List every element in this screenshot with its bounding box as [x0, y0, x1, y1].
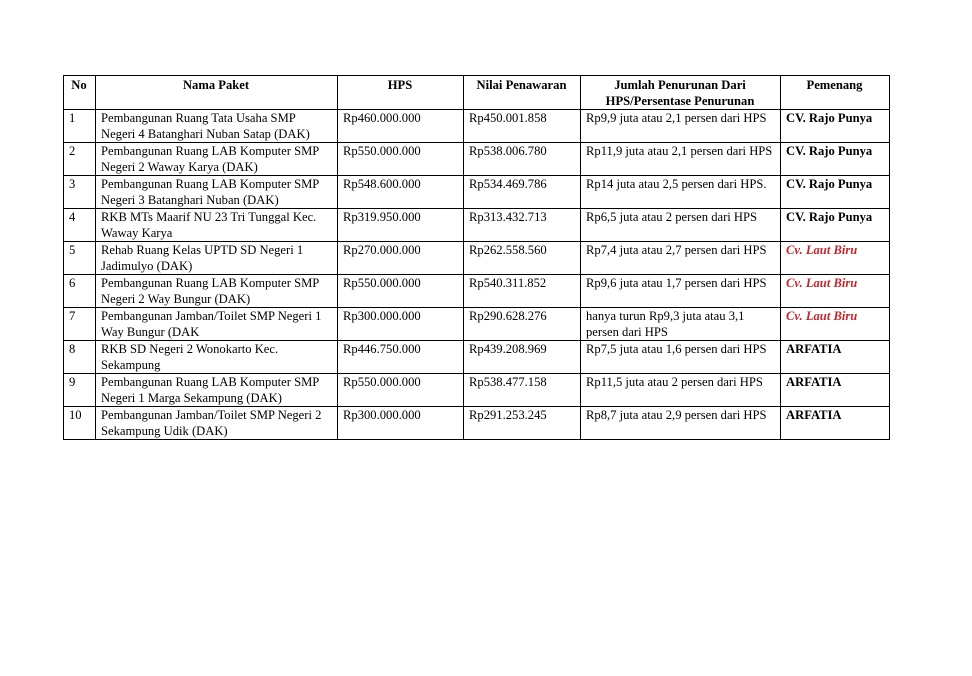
cell-hps: Rp548.600.000 [338, 176, 464, 209]
cell-hps: Rp300.000.000 [338, 308, 464, 341]
cell-no: 4 [64, 209, 96, 242]
cell-pemenang: CV. Rajo Punya [781, 110, 890, 143]
cell-pemenang: Cv. Laut Biru [781, 308, 890, 341]
cell-nilai-penawaran: Rp313.432.713 [464, 209, 581, 242]
table-row [64, 275, 890, 308]
header-jumlah-penurunan: Jumlah Penurunan Dari HPS/Persentase Penurunan [581, 76, 781, 110]
header-hps: HPS [338, 76, 464, 110]
cell-no: 3 [64, 176, 96, 209]
cell-no: 9 [64, 374, 96, 407]
cell-nilai-penawaran: Rp450.001.858 [464, 110, 581, 143]
table-row [64, 176, 890, 209]
cell-pemenang: ARFATIA [781, 407, 890, 440]
cell-nama-paket: Pembangunan Jamban/Toilet SMP Negeri 1 Way Bungur (DAK [96, 308, 338, 341]
cell-nilai-penawaran: Rp538.477.158 [464, 374, 581, 407]
table-row [64, 407, 890, 440]
tender-results-table [63, 75, 890, 440]
cell-no: 6 [64, 275, 96, 308]
cell-jumlah-penurunan: Rp7,4 juta atau 2,7 persen dari HPS [581, 242, 781, 275]
table-header-row [64, 76, 890, 110]
cell-nilai-penawaran: Rp262.558.560 [464, 242, 581, 275]
cell-no: 7 [64, 308, 96, 341]
cell-pemenang: ARFATIA [781, 374, 890, 407]
cell-pemenang: CV. Rajo Punya [781, 143, 890, 176]
cell-nilai-penawaran: Rp439.208.969 [464, 341, 581, 374]
cell-no: 5 [64, 242, 96, 275]
table-row [64, 209, 890, 242]
cell-nilai-penawaran: Rp290.628.276 [464, 308, 581, 341]
cell-pemenang: Cv. Laut Biru [781, 242, 890, 275]
cell-jumlah-penurunan: Rp7,5 juta atau 1,6 persen dari HPS [581, 341, 781, 374]
cell-hps: Rp270.000.000 [338, 242, 464, 275]
cell-hps: Rp550.000.000 [338, 275, 464, 308]
cell-no: 1 [64, 110, 96, 143]
cell-pemenang: CV. Rajo Punya [781, 176, 890, 209]
cell-no: 2 [64, 143, 96, 176]
cell-jumlah-penurunan: Rp6,5 juta atau 2 persen dari HPS [581, 209, 781, 242]
table-row [64, 341, 890, 374]
cell-nama-paket: Pembangunan Ruang LAB Komputer SMP Negeri 2 Way Bungur (DAK) [96, 275, 338, 308]
cell-hps: Rp460.000.000 [338, 110, 464, 143]
cell-nama-paket: Rehab Ruang Kelas UPTD SD Negeri 1 Jadimulyo (DAK) [96, 242, 338, 275]
table-row [64, 110, 890, 143]
cell-jumlah-penurunan: hanya turun Rp9,3 juta atau 3,1 persen dari HPS [581, 308, 781, 341]
cell-hps: Rp446.750.000 [338, 341, 464, 374]
cell-jumlah-penurunan: Rp8,7 juta atau 2,9 persen dari HPS [581, 407, 781, 440]
cell-nama-paket: Pembangunan Ruang LAB Komputer SMP Negeri 3 Batanghari Nuban (DAK) [96, 176, 338, 209]
header-pemenang: Pemenang [781, 76, 890, 110]
table-row [64, 374, 890, 407]
cell-jumlah-penurunan: Rp11,9 juta atau 2,1 persen dari HPS [581, 143, 781, 176]
cell-pemenang: ARFATIA [781, 341, 890, 374]
cell-nama-paket: Pembangunan Ruang LAB Komputer SMP Negeri 1 Marga Sekampung (DAK) [96, 374, 338, 407]
cell-pemenang: CV. Rajo Punya [781, 209, 890, 242]
cell-hps: Rp300.000.000 [338, 407, 464, 440]
cell-nama-paket: RKB MTs Maarif NU 23 Tri Tunggal Kec. Waway Karya [96, 209, 338, 242]
cell-pemenang: Cv. Laut Biru [781, 275, 890, 308]
cell-jumlah-penurunan: Rp9,6 juta atau 1,7 persen dari HPS [581, 275, 781, 308]
cell-jumlah-penurunan: Rp11,5 juta atau 2 persen dari HPS [581, 374, 781, 407]
cell-nilai-penawaran: Rp540.311.852 [464, 275, 581, 308]
cell-hps: Rp550.000.000 [338, 374, 464, 407]
cell-nilai-penawaran: Rp534.469.786 [464, 176, 581, 209]
cell-nama-paket: Pembangunan Jamban/Toilet SMP Negeri 2 Sekampung Udik (DAK) [96, 407, 338, 440]
cell-nilai-penawaran: Rp538.006.780 [464, 143, 581, 176]
table-row [64, 242, 890, 275]
cell-nilai-penawaran: Rp291.253.245 [464, 407, 581, 440]
cell-jumlah-penurunan: Rp14 juta atau 2,5 persen dari HPS. [581, 176, 781, 209]
table-row [64, 143, 890, 176]
cell-nama-paket: RKB SD Negeri 2 Wonokarto Kec. Sekampung [96, 341, 338, 374]
table-row [64, 308, 890, 341]
header-nilai-penawaran: Nilai Penawaran [464, 76, 581, 110]
cell-nama-paket: Pembangunan Ruang Tata Usaha SMP Negeri 4 Batanghari Nuban Satap (DAK) [96, 110, 338, 143]
cell-nama-paket: Pembangunan Ruang LAB Komputer SMP Negeri 2 Waway Karya (DAK) [96, 143, 338, 176]
header-no: No [64, 76, 96, 110]
header-nama-paket: Nama Paket [96, 76, 338, 110]
cell-hps: Rp319.950.000 [338, 209, 464, 242]
cell-hps: Rp550.000.000 [338, 143, 464, 176]
cell-no: 8 [64, 341, 96, 374]
cell-no: 10 [64, 407, 96, 440]
cell-jumlah-penurunan: Rp9,9 juta atau 2,1 persen dari HPS [581, 110, 781, 143]
